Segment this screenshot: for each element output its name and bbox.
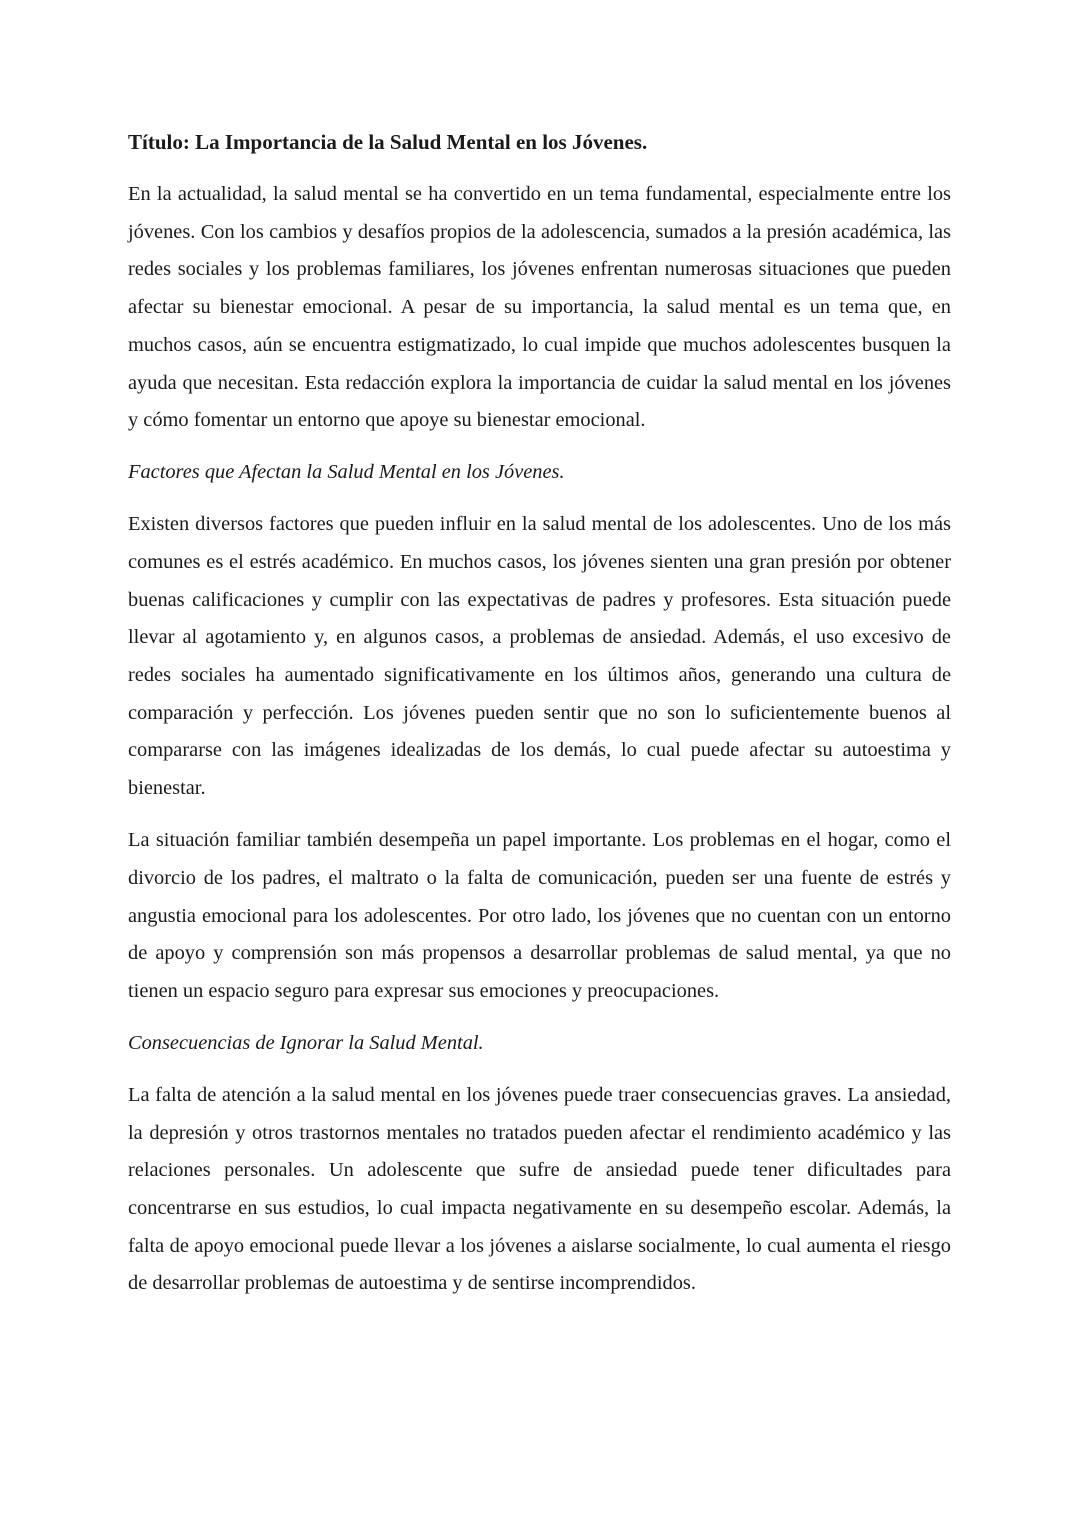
consecuencias-paragraph-1: La falta de atención a la salud mental en los jóvenes puede traer consecuencias graves. La ansiedad, la depresión y otros trastornos mentales no tratados pueden afectar el rendimiento académico y las relaciones personales. Un adolescente que sufre de ansiedad puede tener dificultades para concentrarse en sus estudios, lo cual impacta negativamente en su desempeño escolar. Además, la falta de apoyo emocional puede llevar a los jóvenes a aislarse socialmente, lo cual aumenta el riesgo de desarrollar problemas de autoestima y de sentirse incomprendidos. bbox=[128, 1083, 951, 1295]
intro-paragraph: En la actualidad, la salud mental se ha convertido en un tema fundamental, especialmente entre los jóvenes. Con los cambios y desafíos propios de la adolescencia, sumados a la presión académica, las redes sociales y los problemas familiares, los jóvenes enfrentan numerosas situaciones que pueden afectar su bienestar emocional. A pesar de su importancia, la salud mental es un tema que, en muchos casos, aún se encuentra estigmatizado, lo cual impide que muchos adolescentes busquen la ayuda que necesitan. Esta redacción explora la importancia de cuidar la salud mental en los jóvenes y cómo fomentar un entorno que apoye su bienestar emocional. bbox=[128, 183, 951, 432]
factores-heading: Factores que Afectan la Salud Mental en los Jóvenes. bbox=[128, 461, 565, 484]
document-page bbox=[128, 124, 951, 1317]
document-title: Título: La Importancia de la Salud Mental en los Jóvenes. bbox=[128, 130, 648, 154]
consecuencias-heading: Consecuencias de Ignorar la Salud Mental. bbox=[128, 1031, 484, 1054]
factores-paragraph-2: La situación familiar también desempeña un papel importante. Los problemas en el hogar, como el divorcio de los padres, el maltrato o la falta de comunicación, pueden ser una fuente de estrés y angustia emocional para los adolescentes. Por otro lado, los jóvenes que no cuentan con un entorno de apoyo y comprensión son más propensos a desarrollar problemas de salud mental, ya que no tienen un espacio seguro para expresar sus emociones y preocupaciones. bbox=[128, 829, 951, 1002]
factores-paragraph-1: Existen diversos factores que pueden influir en la salud mental de los adolescentes. Uno de los más comunes es el estrés académico. En muchos casos, los jóvenes sienten una gran presión por obtener buenas calificaciones y cumplir con las expectativas de padres y profesores. Esta situación puede llevar al agotamiento y, en algunos casos, a problemas de ansiedad. Además, el uso excesivo de redes sociales ha aumentado significativamente en los últimos años, generando una cultura de comparación y perfección. Los jóvenes pueden sentir que no son lo suficientemente buenos al compararse con las imágenes idealizadas de los demás, lo cual puede afectar su autoestima y bienestar. bbox=[128, 513, 951, 800]
